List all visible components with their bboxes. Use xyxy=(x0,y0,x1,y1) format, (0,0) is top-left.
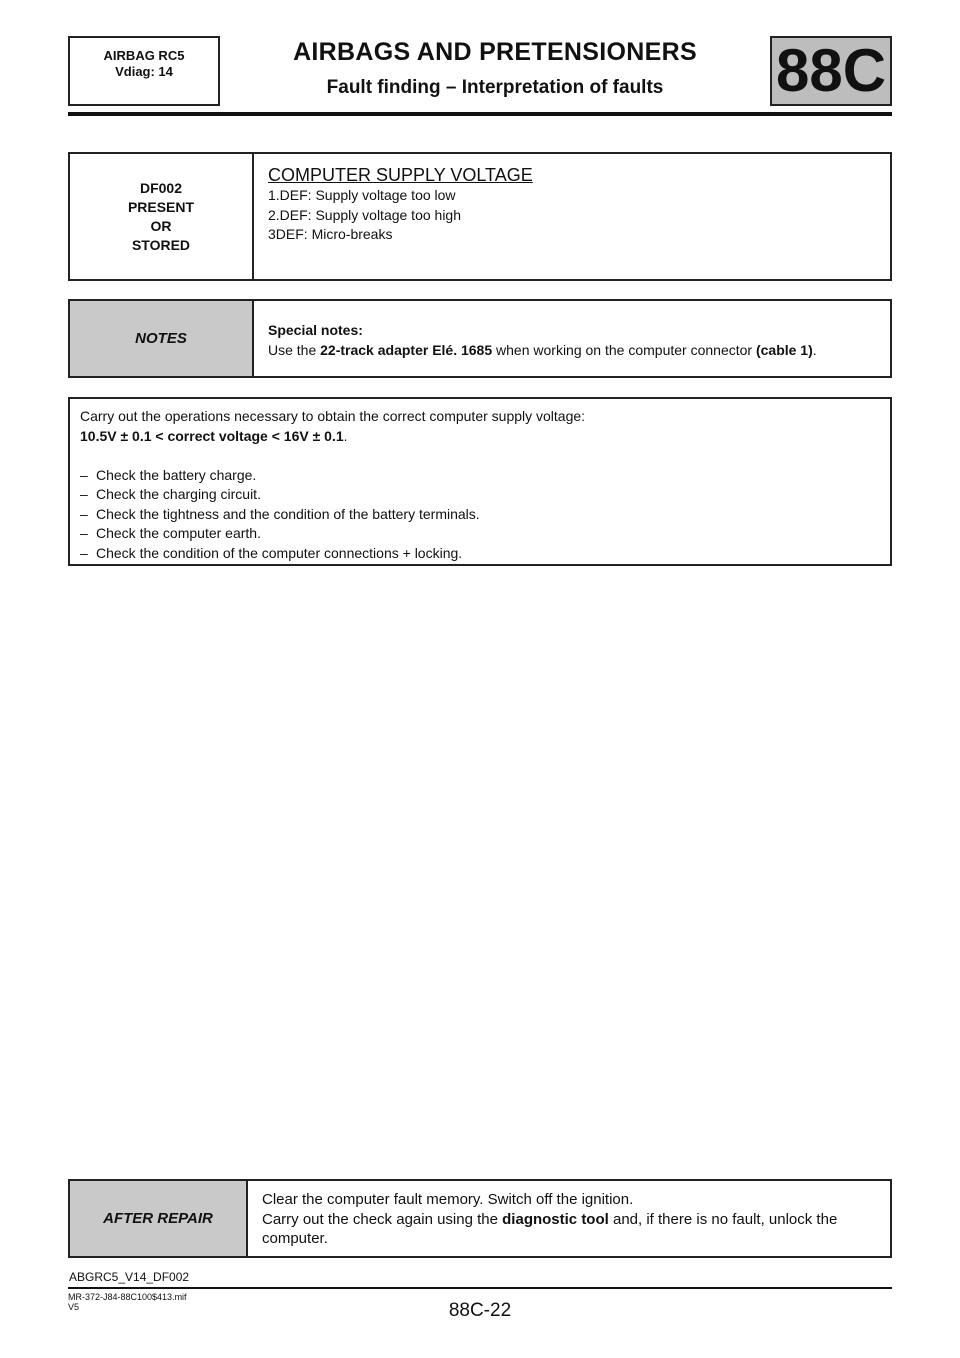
vdiag-label: Vdiag: 14 xyxy=(115,64,173,79)
notes-label: NOTES xyxy=(135,330,187,347)
fault-code: DF002 xyxy=(139,179,183,196)
document-reference-code: ABGRC5_V14_DF002 xyxy=(69,1270,190,1284)
fault-table xyxy=(68,152,892,281)
after-repair-label: AFTER REPAIR xyxy=(103,1210,213,1227)
fault-line: 1.DEF: Supply voltage too low xyxy=(268,187,456,203)
check-text: Check the condition of the computer connections + locking. xyxy=(96,544,463,561)
check-text: Check the charging circuit. xyxy=(96,486,261,502)
after-repair-content-cell xyxy=(248,1181,890,1256)
check-item xyxy=(80,466,880,486)
fault-line: 2.DEF: Supply voltage too high xyxy=(268,206,462,223)
fault-status-stored: STORED xyxy=(131,236,191,253)
voltage-range-value: 10.5V ± 0.1 < correct voltage < 16V ± 0.1 xyxy=(80,427,344,444)
file-reference xyxy=(68,1292,187,1312)
fault-status-or: OR xyxy=(150,217,172,234)
page-number: 88C-22 xyxy=(448,1300,512,1321)
after-repair-text-part: and, if there is no fault, unlock the computer. xyxy=(262,1210,838,1247)
check-text: Check the computer earth. xyxy=(96,525,261,541)
operations-box xyxy=(68,397,892,566)
model-box xyxy=(68,36,220,106)
bullet-dash: – xyxy=(80,505,88,522)
cable-reference: (cable 1) xyxy=(755,341,813,358)
notes-text-part: . xyxy=(812,341,817,358)
notes-content-cell xyxy=(254,301,890,376)
notes-text-part: Use the xyxy=(268,341,321,358)
check-text: Check the tightness and the condition of the battery terminals. xyxy=(96,505,480,522)
after-repair-line: Clear the computer fault memory. Switch off the ignition. xyxy=(262,1191,634,1208)
header-divider xyxy=(68,112,892,116)
version-label: V5 xyxy=(68,1302,80,1312)
fault-title: COMPUTER SUPPLY VOLTAGE xyxy=(268,165,533,185)
diagnostic-tool-reference: diagnostic tool xyxy=(502,1210,609,1228)
notes-text xyxy=(268,341,886,361)
model-name: AIRBAG RC5 xyxy=(103,48,185,63)
adapter-reference: 22-track adapter Elé. 1685 xyxy=(320,341,493,358)
voltage-range-end: . xyxy=(343,427,348,444)
fault-status-cell xyxy=(70,154,254,279)
check-item xyxy=(80,505,880,525)
bullet-dash: – xyxy=(80,525,88,541)
check-item xyxy=(80,485,880,505)
fault-status-present: PRESENT xyxy=(127,198,195,215)
after-repair-label-cell xyxy=(70,1181,248,1256)
after-repair-text-part: Carry out the check again using the xyxy=(262,1210,503,1228)
notes-text-part: when working on the computer connector xyxy=(492,341,756,358)
bullet-dash: – xyxy=(80,466,88,483)
page-subtitle: Fault finding – Interpretation of faults xyxy=(326,77,664,98)
bullet-dash: – xyxy=(80,544,88,561)
bullet-dash: – xyxy=(80,486,88,502)
voltage-range xyxy=(80,427,880,447)
file-name: MR-372-J84-88C100$413.mif xyxy=(68,1292,187,1302)
notes-label-cell xyxy=(70,301,254,376)
section-code-badge: 88C xyxy=(770,36,892,106)
page-title: AIRBAGS AND PRETENSIONERS xyxy=(293,38,697,66)
fault-description-cell xyxy=(254,154,890,279)
notes-table xyxy=(68,299,892,378)
check-item xyxy=(80,544,880,564)
check-item xyxy=(80,524,880,544)
notes-heading: Special notes: xyxy=(268,322,363,338)
fault-line: 3DEF: Micro-breaks xyxy=(268,226,393,242)
operations-intro: Carry out the operations necessary to obtain the correct computer supply voltage: xyxy=(80,408,586,424)
after-repair-table xyxy=(68,1179,892,1258)
after-repair-line xyxy=(262,1210,876,1249)
check-text: Check the battery charge. xyxy=(96,466,257,483)
footer-divider xyxy=(68,1287,892,1289)
